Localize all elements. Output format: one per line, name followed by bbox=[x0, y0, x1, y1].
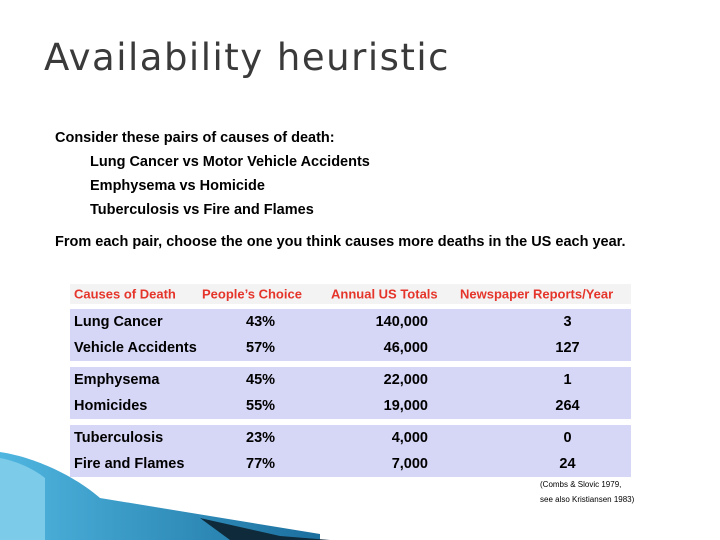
table-header bbox=[70, 284, 631, 304]
pair-item: Tuberculosis vs Fire and Flames bbox=[90, 202, 314, 218]
table-row bbox=[70, 425, 631, 451]
reports-cell: 3 bbox=[563, 314, 572, 330]
pair-item: Emphysema vs Homicide bbox=[90, 178, 265, 194]
total-cell: 22,000 bbox=[383, 372, 428, 388]
citation-line: (Combs & Slovic 1979, bbox=[540, 480, 622, 489]
table-row bbox=[70, 367, 631, 393]
total-cell: 140,000 bbox=[375, 314, 428, 330]
header-cell: People’s Choice bbox=[202, 286, 302, 302]
table-group bbox=[70, 425, 631, 477]
table-row bbox=[70, 451, 631, 477]
choice-cell: 57% bbox=[246, 340, 276, 356]
table-group bbox=[70, 309, 631, 361]
header-cell: Newspaper Reports/Year bbox=[460, 286, 614, 302]
cause-cell: Tuberculosis bbox=[74, 430, 164, 446]
total-cell: 4,000 bbox=[391, 430, 428, 446]
citation bbox=[540, 477, 634, 507]
choice-cell: 43% bbox=[246, 314, 276, 330]
table-row bbox=[70, 335, 631, 361]
reports-cell: 127 bbox=[555, 340, 580, 356]
choice-cell: 55% bbox=[246, 398, 276, 414]
slide-title: Availability heuristic bbox=[44, 36, 450, 79]
pair-item: Lung Cancer vs Motor Vehicle Accidents bbox=[90, 154, 370, 170]
total-cell: 19,000 bbox=[383, 398, 428, 414]
reports-cell: 24 bbox=[559, 456, 576, 472]
table-row bbox=[70, 393, 631, 419]
prompt-text: From each pair, choose the one you think causes more deaths in the US each year. bbox=[55, 234, 626, 250]
table-row bbox=[70, 309, 631, 335]
cause-cell: Fire and Flames bbox=[74, 456, 185, 472]
citation-line: see also Kristiansen 1983) bbox=[540, 495, 635, 504]
intro-text: Consider these pairs of causes of death: bbox=[55, 130, 335, 146]
total-cell: 46,000 bbox=[383, 340, 428, 356]
reports-cell: 0 bbox=[563, 430, 572, 446]
deaths-table bbox=[70, 284, 631, 483]
reports-cell: 1 bbox=[563, 372, 572, 388]
header-cell: Causes of Death bbox=[74, 286, 176, 302]
choice-cell: 45% bbox=[246, 372, 276, 388]
cause-cell: Lung Cancer bbox=[74, 314, 163, 330]
reports-cell: 264 bbox=[555, 398, 580, 414]
total-cell: 7,000 bbox=[391, 456, 428, 472]
choice-cell: 77% bbox=[246, 456, 276, 472]
cause-cell: Homicides bbox=[74, 398, 148, 414]
header-cell: Annual US Totals bbox=[331, 286, 438, 302]
table-group bbox=[70, 367, 631, 419]
cause-cell: Emphysema bbox=[74, 372, 160, 388]
cause-cell: Vehicle Accidents bbox=[74, 340, 197, 356]
choice-cell: 23% bbox=[246, 430, 276, 446]
